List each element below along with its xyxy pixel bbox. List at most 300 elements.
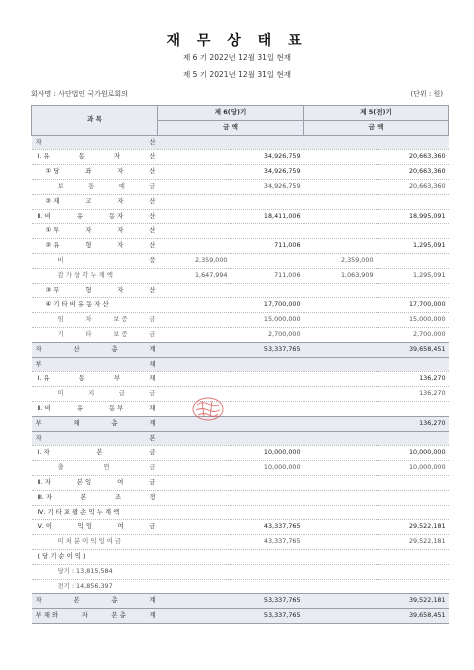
prior-amount-cell	[377, 564, 449, 579]
prior-amount-cell	[377, 135, 449, 150]
prior-amount-cell	[304, 342, 377, 357]
current-period-line: 제 6 기 2022년 12월 31일 현재	[183, 53, 291, 62]
prior-amount-cell	[377, 549, 449, 564]
table-row	[32, 342, 449, 357]
current-amount-cell	[158, 372, 231, 387]
account-label	[32, 209, 158, 224]
current-amount-cell	[231, 224, 304, 239]
prior-amount-cell	[304, 165, 377, 180]
table-row	[32, 165, 449, 180]
current-amount-cell	[231, 357, 304, 372]
prior-amount-cell	[304, 520, 377, 535]
account-label	[32, 135, 158, 150]
prior-amount-cell: 39,522,181	[377, 594, 449, 609]
account-label-part: 자	[35, 344, 42, 353]
prior-amount-cell	[377, 505, 449, 520]
account-label-part: 미	[57, 389, 64, 398]
account-label-part: 산	[73, 344, 80, 353]
account-label-part: Ⅲ. 자	[37, 492, 53, 501]
current-amount-cell: 17,700,000	[263, 300, 301, 309]
prior-amount-cell: 136,270	[377, 416, 449, 431]
prior-amount-cell: 29,522,181	[408, 537, 446, 546]
current-amount-cell	[158, 520, 231, 535]
account-label-part: 채	[73, 418, 80, 427]
account-label-part: ② 재	[45, 196, 60, 205]
current-amount-cell	[231, 564, 304, 579]
current-amount-cell: 10,000,000	[263, 448, 301, 457]
prior-amount-cell	[304, 535, 377, 550]
table-row	[32, 253, 449, 268]
table-row	[32, 549, 449, 564]
current-amount-cell	[158, 416, 231, 431]
account-label-part: 부	[35, 418, 42, 427]
account-label-part: 기	[57, 329, 64, 338]
current-amount-header: 금 액	[158, 120, 304, 135]
account-label	[32, 446, 158, 461]
table-row	[32, 224, 449, 239]
account-label-part: 자	[35, 433, 42, 442]
prior-amount-cell	[304, 549, 377, 564]
prior-amount-cell	[377, 490, 449, 505]
current-amount-cell: 43,337,765	[263, 522, 301, 531]
prior-amount-cell	[377, 224, 449, 239]
table-row	[32, 327, 449, 342]
account-label-part: 형	[85, 285, 92, 294]
current-amount-cell	[231, 579, 304, 594]
account-label-part: ( 당 기 순 이 익 )	[37, 551, 86, 560]
account-label-part: 부 채 와	[35, 611, 59, 620]
account-label-part: Ⅴ. 이	[37, 522, 53, 531]
account-label-part: 보	[57, 181, 64, 190]
current-amount-cell	[158, 179, 231, 194]
prior-amount-cell: 136,270	[419, 389, 446, 398]
account-label-part: 당기 : 13,815,584	[57, 566, 113, 575]
account-label-part: 총	[111, 418, 118, 427]
account-label-part: 자	[81, 611, 88, 620]
account-label	[32, 535, 158, 550]
account-label-part: 유	[76, 403, 84, 412]
current-amount-cell: 1,647,994	[194, 270, 228, 279]
prior-amount-cell: 10,000,000	[408, 448, 446, 457]
current-amount-cell	[158, 224, 231, 239]
table-row	[32, 431, 449, 446]
prior-amount-cell: 136,270	[419, 374, 446, 383]
current-amount-cell: 43,337,765	[263, 537, 301, 546]
current-amount-cell	[158, 150, 231, 165]
account-label-part: 익 잉	[77, 522, 93, 531]
balance-sheet-table	[31, 105, 449, 624]
account-label-part: 산	[149, 211, 156, 220]
current-amount-cell: 18,411,006	[263, 211, 301, 220]
account-label-part: 전기 : 14,856,397	[57, 581, 113, 590]
account-label	[32, 165, 158, 180]
account-label-part: Ⅱ. 비	[37, 211, 51, 220]
account-label-part: 형	[85, 241, 92, 250]
current-amount-cell	[231, 372, 304, 387]
account-label-part: 유	[76, 211, 84, 220]
prior-amount-cell	[304, 327, 377, 342]
account-label-part: ① 당	[45, 167, 60, 176]
account-label-part: 자	[117, 285, 124, 294]
current-amount-cell: 53,337,765	[231, 609, 304, 624]
table-row	[32, 135, 449, 150]
table-row	[32, 446, 449, 461]
account-label-part: 여	[117, 522, 124, 531]
table-row	[32, 520, 449, 535]
account-label	[32, 564, 158, 579]
account-label	[32, 387, 158, 402]
account-label-part: 차	[85, 315, 92, 324]
account-label-part: 자	[85, 226, 92, 235]
current-amount-cell: 53,337,765	[231, 342, 304, 357]
account-label-part: 금	[149, 463, 156, 472]
account-label	[32, 298, 158, 313]
table-row	[32, 490, 449, 505]
current-amount-cell	[231, 475, 304, 490]
account-label-part: 산	[149, 285, 156, 294]
prior-amount-cell	[304, 224, 377, 239]
account-label-part: 감 가 상 각 누 계 액	[57, 270, 113, 279]
table-body	[32, 135, 449, 623]
prior-amount-cell	[304, 475, 377, 490]
account-label-part: 자	[35, 137, 42, 146]
prior-amount-cell: 20,663,360	[408, 167, 446, 176]
account-label	[32, 239, 158, 254]
account-label-part: 산	[149, 137, 156, 146]
prior-amount-cell	[304, 505, 377, 520]
current-amount-cell	[158, 239, 231, 254]
table-row	[32, 416, 449, 431]
account-label-part: Ⅰ. 유	[37, 374, 50, 383]
prior-amount-cell: 2,359,000	[340, 255, 374, 264]
current-amount-cell	[158, 209, 231, 224]
account-label-part: 임	[57, 315, 64, 324]
account-label-part: 자	[117, 167, 124, 176]
prior-amount-cell	[304, 313, 377, 328]
prior-amount-cell: 1,295,091	[413, 241, 446, 250]
table-row	[32, 194, 449, 209]
prior-amount-cell	[377, 253, 449, 268]
account-label	[32, 431, 158, 446]
prior-amount-cell	[304, 579, 377, 594]
prior-amount-cell	[377, 579, 449, 594]
account-label	[32, 490, 158, 505]
current-amount-cell	[158, 549, 231, 564]
table-row	[32, 609, 449, 624]
prior-period-header: 제 5(전)기	[304, 106, 449, 121]
account-label	[32, 357, 158, 372]
account-label-part: 예	[118, 181, 125, 190]
account-label-part: 동 자	[108, 211, 124, 220]
current-amount-cell	[231, 283, 304, 298]
prior-amount-cell: 15,000,000	[408, 315, 446, 324]
prior-amount-cell	[304, 283, 377, 298]
current-amount-cell	[158, 535, 231, 550]
current-amount-cell	[158, 135, 231, 150]
account-label-part: 비	[57, 255, 64, 264]
account-label-part: ③ 무	[45, 285, 60, 294]
account-label	[32, 253, 158, 268]
prior-amount-cell	[304, 372, 377, 387]
prior-amount-cell: 39,658,451	[377, 609, 449, 624]
prior-amount-cell: 1,295,091	[413, 270, 446, 279]
account-label-part: 본	[149, 433, 156, 442]
table-row	[32, 372, 449, 387]
account-label-part: 조	[114, 492, 122, 501]
prior-amount-cell	[377, 475, 449, 490]
current-amount-cell	[158, 342, 231, 357]
table-row	[32, 505, 449, 520]
account-label	[32, 475, 158, 490]
current-amount-cell: 2,359,000	[194, 255, 228, 264]
account-label-part: 금	[149, 389, 156, 398]
prior-amount-cell	[377, 194, 449, 209]
prior-amount-cell	[304, 446, 377, 461]
account-label-part: 출	[57, 463, 64, 472]
current-amount-cell	[158, 298, 231, 313]
prior-amount-cell: 29,522,181	[408, 522, 446, 531]
account-label-part: 보 증	[113, 315, 128, 324]
account-label-part: 산	[149, 241, 156, 250]
account-label-part: Ⅰ. 자	[37, 448, 50, 457]
account-label-part: 계	[149, 344, 156, 353]
account-label-part: 산	[149, 226, 156, 235]
table-row	[32, 357, 449, 372]
account-label-part: 계	[149, 418, 156, 427]
prior-amount-cell	[377, 401, 449, 416]
company-name: 회사명 : 사단법인 국가원로회의	[31, 90, 128, 98]
table-row	[32, 387, 449, 402]
current-amount-cell: 711,006	[274, 270, 301, 279]
prior-amount-cell: 18,995,091	[408, 211, 446, 220]
account-label-part: 계	[149, 596, 156, 605]
account-label-part: 금	[149, 522, 156, 531]
prior-amount-cell: 20,663,360	[408, 152, 446, 161]
table-row	[32, 298, 449, 313]
current-amount-cell	[158, 490, 231, 505]
prior-amount-cell: 39,658,451	[377, 342, 449, 357]
current-amount-cell	[158, 564, 231, 579]
account-label-part: 산	[149, 167, 156, 176]
current-amount-cell	[231, 549, 304, 564]
current-amount-cell	[231, 416, 304, 431]
current-amount-cell: 2,700,000	[267, 329, 301, 338]
current-amount-cell: 711,006	[274, 241, 301, 250]
account-label-part: ④ 기 타 비 유 동 자 산	[45, 300, 109, 309]
account-label	[32, 268, 158, 283]
current-amount-cell	[158, 609, 231, 624]
table-row	[32, 475, 449, 490]
account-label-part: 급	[118, 389, 125, 398]
current-amount-cell	[231, 401, 304, 416]
account-label	[32, 283, 158, 298]
account-label-part: 총	[111, 344, 118, 353]
table-row	[32, 283, 449, 298]
account-label-part: 산	[149, 196, 156, 205]
account-label-part: 연	[103, 463, 110, 472]
account-label	[32, 401, 158, 416]
account-label	[32, 194, 158, 209]
account-label-part: 지	[88, 389, 95, 398]
table-row	[32, 535, 449, 550]
prior-amount-cell	[377, 357, 449, 372]
current-amount-cell: 10,000,000	[263, 463, 301, 472]
account-label-part: 미 처 분 이 익 잉 여 금	[57, 537, 122, 546]
account-label-part: 고	[85, 196, 92, 205]
account-label	[32, 609, 158, 624]
current-period-header: 제 6(당)기	[158, 106, 304, 121]
prior-amount-cell	[304, 387, 377, 402]
account-label-part: 통	[88, 181, 95, 190]
prior-amount-cell	[304, 194, 377, 209]
current-amount-cell: 34,926,759	[263, 181, 301, 190]
current-amount-cell	[158, 431, 231, 446]
table-row	[32, 594, 449, 609]
account-label-part: 본	[73, 596, 80, 605]
account-label	[32, 461, 158, 476]
account-label	[32, 505, 158, 520]
prior-amount-cell	[304, 594, 377, 609]
account-label-part: Ⅱ. 자	[37, 477, 51, 486]
account-label-part: 좌	[85, 167, 92, 176]
current-amount-cell: 34,926,759	[263, 167, 301, 176]
current-amount-cell	[231, 135, 304, 150]
account-label-part: 자	[117, 241, 124, 250]
prior-amount-cell	[304, 209, 377, 224]
prior-amount-cell	[377, 283, 449, 298]
prior-amount-cell	[304, 357, 377, 372]
unit-label: (단위 : 원)	[410, 90, 443, 98]
current-amount-cell	[158, 401, 231, 416]
prior-amount-cell	[304, 564, 377, 579]
prior-amount-cell: 10,000,000	[408, 463, 446, 472]
account-label-part: 부	[114, 374, 121, 383]
account-label-part: 채	[149, 403, 156, 412]
table-row	[32, 401, 449, 416]
account-label	[32, 549, 158, 564]
table-row	[32, 179, 449, 194]
prior-amount-cell	[304, 401, 377, 416]
account-label-part: 금	[149, 315, 156, 324]
account-label-part: Ⅰ. 유	[37, 152, 50, 161]
prior-amount-cell	[304, 416, 377, 431]
account-label	[32, 372, 158, 387]
table-row	[32, 209, 449, 224]
prior-amount-cell	[304, 179, 377, 194]
prior-amount-cell	[304, 609, 377, 624]
current-amount-cell	[158, 505, 231, 520]
account-label-part: 자	[114, 152, 121, 161]
account-label-part: 타	[85, 329, 92, 338]
account-label	[32, 416, 158, 431]
account-label-part: 계	[149, 611, 156, 620]
table-row	[32, 461, 449, 476]
account-label	[32, 150, 158, 165]
current-amount-cell: 34,926,759	[263, 152, 301, 161]
current-amount-cell	[231, 505, 304, 520]
account-column-header: 과 목	[32, 106, 158, 136]
account-label	[32, 327, 158, 342]
account-label-part: 채	[149, 374, 156, 383]
account-label-part: 동 부	[108, 403, 124, 412]
current-amount-cell	[231, 253, 304, 268]
account-label-part: Ⅳ. 기 타 포 괄 손 익 누 계 액	[37, 507, 120, 516]
account-label-part: 본	[80, 492, 87, 501]
prior-amount-cell	[304, 431, 377, 446]
account-label-part: 자	[35, 596, 42, 605]
account-label-part: 채	[149, 359, 156, 368]
account-label-part: 산	[149, 152, 156, 161]
prior-amount-cell	[304, 150, 377, 165]
prior-amount-cell: 2,700,000	[413, 329, 446, 338]
account-label-part: 금	[149, 477, 156, 486]
account-label-part: 총	[111, 596, 118, 605]
account-label-part: 품	[149, 255, 156, 264]
account-label-part: 자	[117, 196, 124, 205]
prior-amount-cell	[304, 490, 377, 505]
prior-amount-cell	[304, 239, 377, 254]
current-amount-cell	[158, 446, 231, 461]
account-label-part: 자	[117, 226, 124, 235]
document-title: 재 무 상 태 표	[166, 33, 308, 49]
current-amount-cell	[158, 313, 231, 328]
current-amount-cell	[231, 194, 304, 209]
prior-amount-cell: 1,063,909	[340, 270, 374, 279]
table-row	[32, 239, 449, 254]
account-label-part: Ⅱ. 비	[37, 403, 51, 412]
account-label	[32, 313, 158, 328]
account-label	[32, 179, 158, 194]
current-amount-cell	[158, 594, 231, 609]
account-label-part: ① 투	[45, 226, 60, 235]
prior-amount-cell	[304, 298, 377, 313]
account-label-part: 금	[149, 181, 156, 190]
prior-amount-header: 금 액	[304, 120, 449, 135]
account-label-part: 보 증	[113, 329, 128, 338]
account-label	[32, 224, 158, 239]
current-amount-cell: 15,000,000	[263, 315, 301, 324]
account-label-part: 금	[149, 329, 156, 338]
prior-amount-cell: 17,700,000	[408, 300, 446, 309]
current-amount-cell	[231, 387, 304, 402]
current-amount-cell	[158, 387, 231, 402]
table-row	[32, 564, 449, 579]
table-row	[32, 268, 449, 283]
account-label-part: 금	[149, 448, 156, 457]
current-amount-cell	[158, 357, 231, 372]
prior-amount-cell: 20,663,360	[408, 181, 446, 190]
account-label-part: 본	[96, 448, 103, 457]
account-label-part: ② 유	[45, 241, 60, 250]
current-amount-cell	[158, 461, 231, 476]
account-label-part: 정	[149, 492, 156, 501]
account-label-part: 본 총	[111, 611, 126, 620]
current-amount-cell	[231, 431, 304, 446]
current-amount-cell	[231, 490, 304, 505]
prior-amount-cell	[304, 135, 377, 150]
account-label	[32, 594, 158, 609]
prior-amount-cell	[377, 431, 449, 446]
table-row	[32, 313, 449, 328]
table-row	[32, 150, 449, 165]
current-amount-cell	[158, 165, 231, 180]
account-label-part: 부	[35, 359, 42, 368]
account-label	[32, 520, 158, 535]
account-label-part: 본 잉	[76, 477, 92, 486]
account-label-part: 동	[78, 374, 85, 383]
prior-amount-cell	[304, 461, 377, 476]
current-amount-cell	[158, 194, 231, 209]
